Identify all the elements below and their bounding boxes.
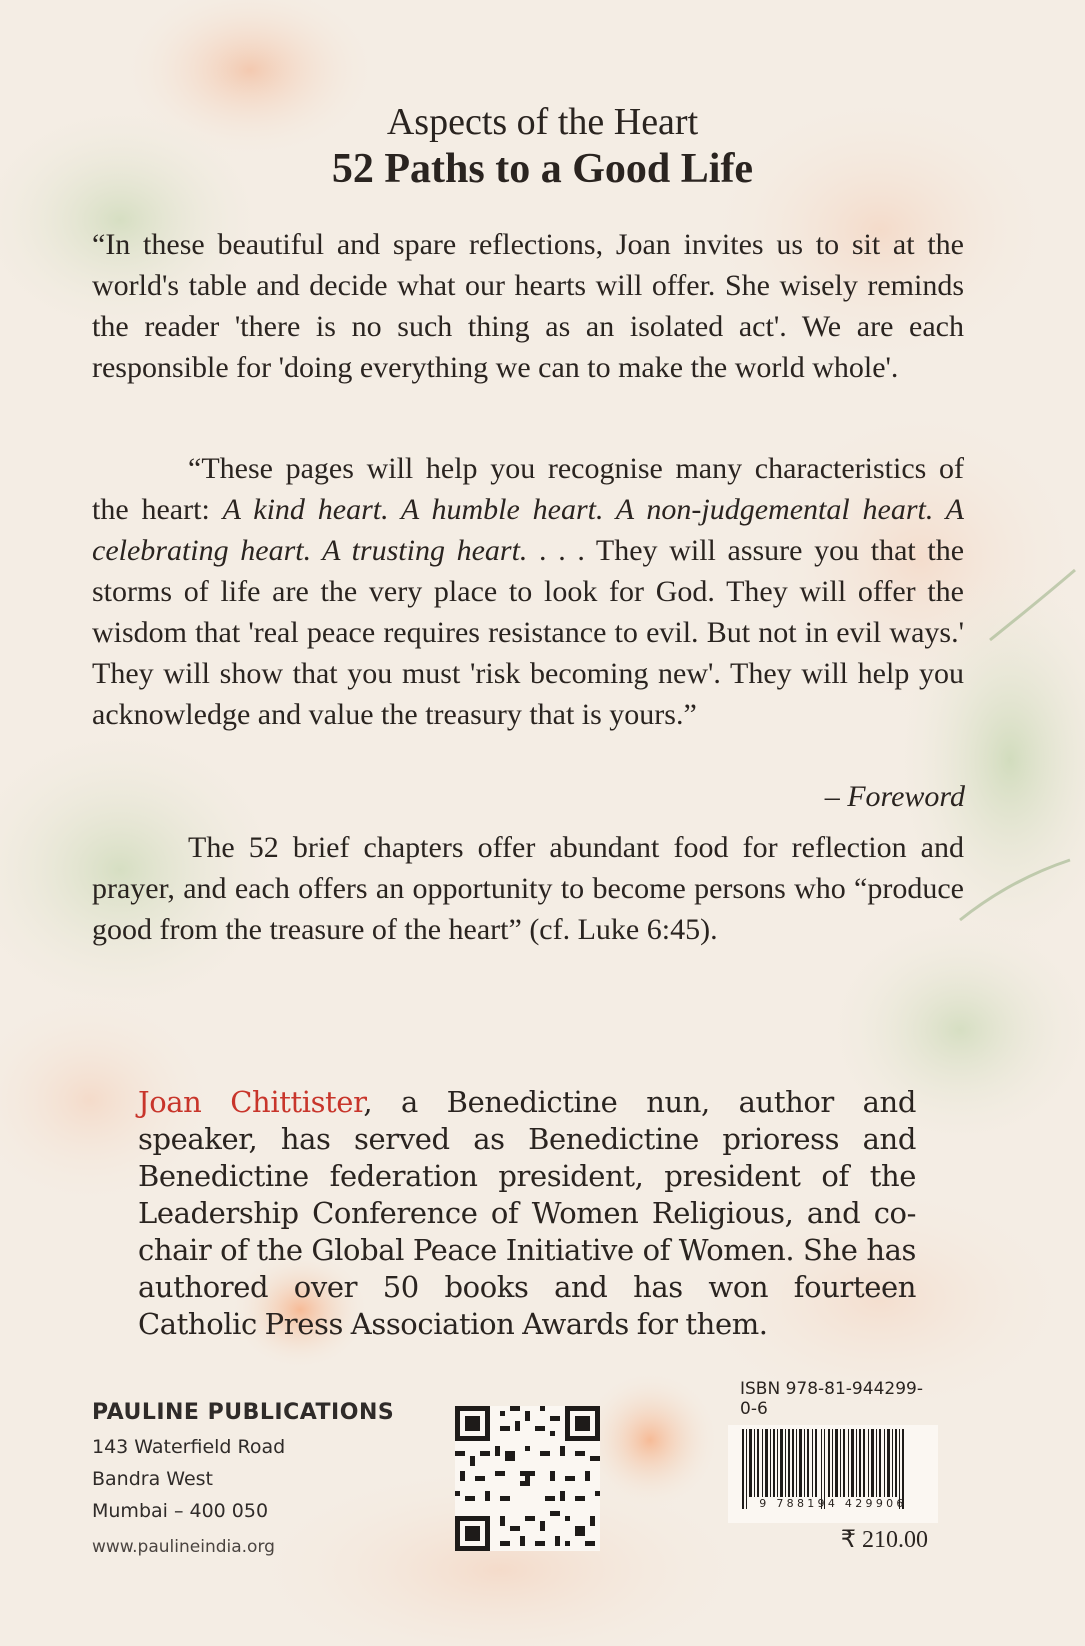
price: ₹ 210.00	[840, 1527, 928, 1553]
quote-2-lead: “These pages will help you recognise many characteristics of the heart:	[92, 452, 964, 526]
barcode-digits: 9 788194 429906	[759, 1497, 907, 1510]
isbn-number: ISBN 978-81-944299-0-6	[740, 1379, 923, 1419]
publisher-website: www.paulineindia.org	[92, 1537, 275, 1557]
quote-2-tail: . . . They will assure you that the storms of life are the very place to look for God. They will offer the wisdom that 'real peace requires resistance to evil. But not in evil ways.' They will show that you must 'risk becoming new'. They will help you acknowledge and value the treasury that is yours.”	[92, 534, 965, 731]
publisher-name: PAULINE PUBLICATIONS	[92, 1400, 395, 1425]
title-block	[0, 100, 1085, 194]
author-name: Joan Chittister	[138, 1085, 364, 1119]
author-bio	[138, 1084, 916, 1343]
barcode-block	[728, 1379, 938, 1554]
publisher-address-2: Bandra West	[92, 1468, 213, 1490]
quote-paragraph-2	[92, 448, 964, 735]
foreword-attribution: – Foreword	[824, 780, 965, 813]
qr-code-icon	[455, 1406, 600, 1551]
quote-2-italic: A kind heart. A humble heart. A non-judgemental heart. A celebrating heart. A trusting heart.	[92, 493, 965, 567]
publisher-address-3: Mumbai – 400 050	[92, 1500, 269, 1522]
barcode	[728, 1425, 938, 1523]
author-bio-text: , a Benedictine nun, author and speaker, has served as Benedictine prioress and Benedictine federation president, president of the Leadership Conference of Women Religious, and co-chair of the Global Peace Initiative of Women. She has authored over 50 books and has won fourteen Catholic Press Association Awards for them.	[138, 1085, 917, 1341]
quote-paragraph-1: “In these beautiful and spare reflections, Joan invites us to sit at the world's table and decide what our hearts will offer. She wisely reminds the reader 'there is no such thing as an isolated act'. We are each responsible for 'doing everything we can to make the world whole'.	[92, 228, 964, 384]
book-subtitle: Aspects of the Heart	[386, 101, 699, 143]
publisher-block	[92, 1400, 394, 1557]
book-title: 52 Paths to a Good Life	[331, 146, 754, 192]
publisher-address-1: 143 Waterfield Road	[92, 1436, 286, 1458]
summary-paragraph: The 52 brief chapters offer abundant food for reflection and prayer, and each offers an opportunity to become persons who “produce good from the treasure of the heart” (cf. Luke 6:45).	[92, 831, 964, 946]
